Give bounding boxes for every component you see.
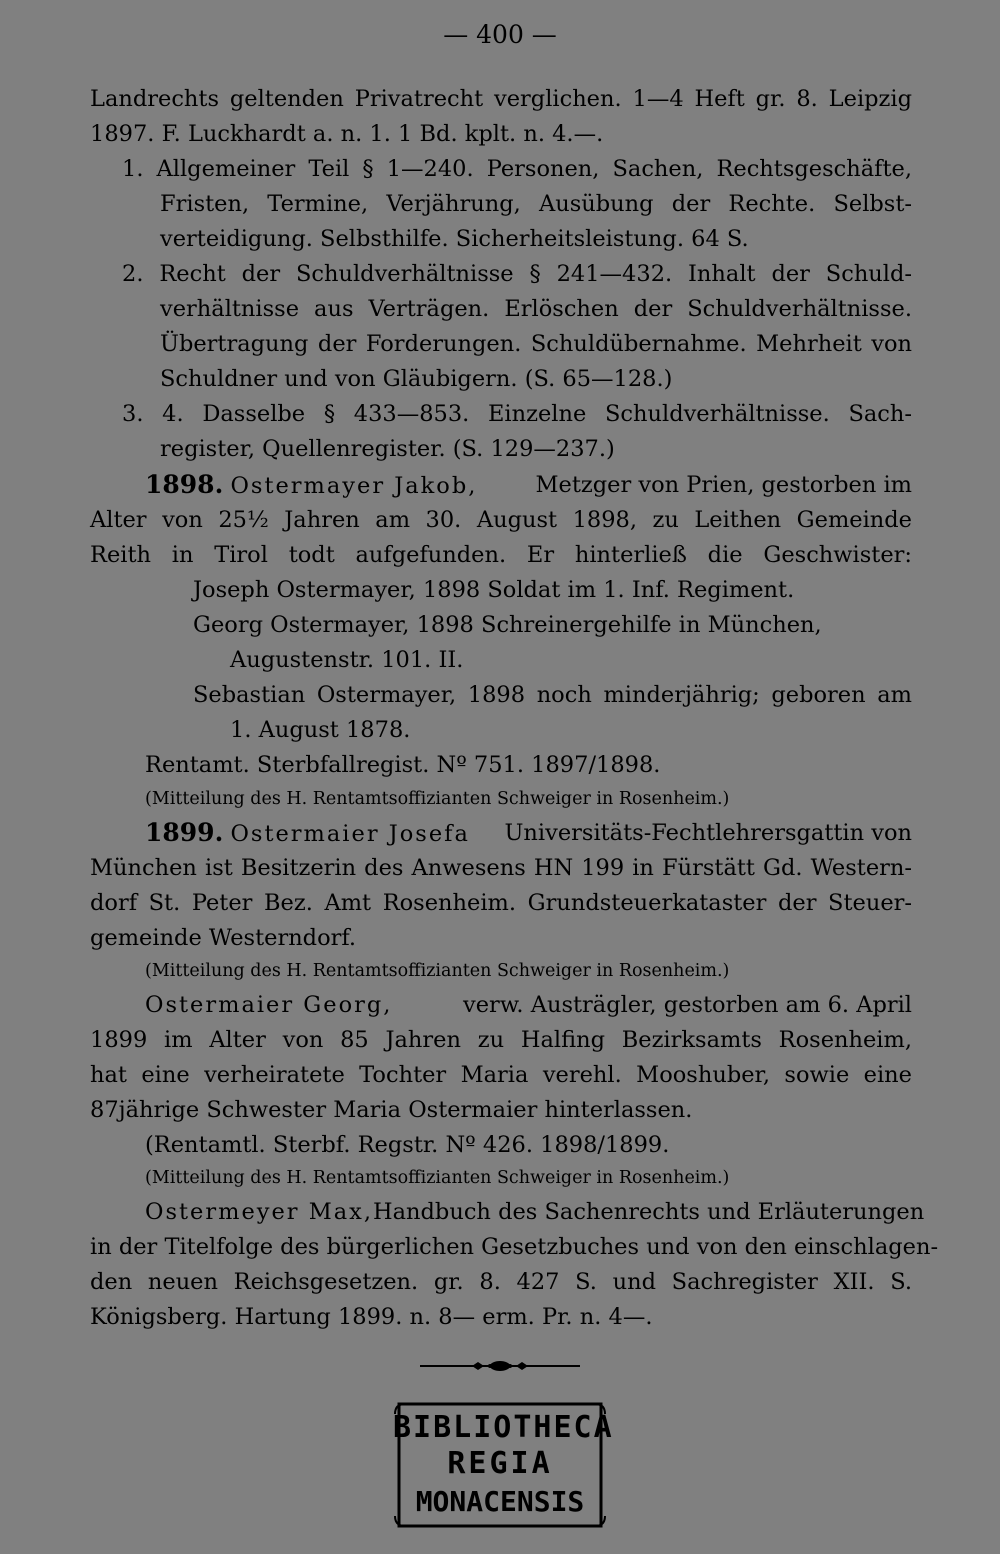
text-line: Reith in Tirol todt aufgefunden. Er hinterließ die Geschwister: [90, 542, 912, 568]
text-line: verteidigung. Selbsthilfe. Sicherheitsleistung. 64 S. [160, 226, 749, 252]
entry-text: verw. Austrägler, gestorben am 6. April [463, 992, 912, 1018]
entry-name: Ostermayer Jakob, [230, 473, 478, 499]
entry-max-first-line [145, 1197, 925, 1227]
ornament-divider-icon [420, 1360, 580, 1372]
text-line: 1897. F. Luckhardt a. n. 1. 1 Bd. kplt. n. 4.—. [90, 121, 604, 147]
text-line: verhältnisse aus Verträgen. Erlöschen der Schuldverhältnisse. [160, 296, 912, 322]
entry-name: Ostermeyer Max, [145, 1199, 373, 1225]
entry-year: 1899. [145, 818, 224, 847]
text-line: in der Titelfolge des bürgerlichen Gesetzbuches und von den einschlagen- [90, 1234, 939, 1260]
entry-georg-first-line [145, 990, 912, 1020]
text-line: (Rentamtl. Sterbf. Regstr. Nº 426. 1898/1899. [145, 1132, 670, 1158]
text-line: München ist Besitzerin des Anwesens HN 199 in Fürstätt Gd. Western- [90, 855, 912, 881]
text-line: 1899 im Alter von 85 Jahren zu Halfing Bezirksamts Rosenheim, [90, 1027, 912, 1053]
text-line: Alter von 25½ Jahren am 30. August 1898, zu Leithen Gemeinde [90, 507, 912, 533]
stamp-line: MONACENSIS [415, 1485, 585, 1518]
source-note: (Mitteilung des H. Rentamtsoffizianten Schweiger in Rosenheim.) [145, 789, 730, 809]
stamp-line: REGIA [447, 1446, 553, 1481]
text-line: Landrechts geltenden Privatrecht verglichen. 1—4 Heft gr. 8. Leipzig [90, 86, 912, 112]
text-line: 1. August 1878. [230, 717, 411, 743]
entry-text: Handbuch des Sachenrechts und Erläuterungen [373, 1199, 925, 1225]
text-line: 87jährige Schwester Maria Ostermaier hinterlassen. [90, 1097, 693, 1123]
text-line: hat eine verheiratete Tochter Maria verehl. Mooshuber, sowie eine [90, 1062, 912, 1088]
source-note: (Mitteilung des H. Rentamtsoffizianten Schweiger in Rosenheim.) [145, 961, 730, 981]
entry-name: Ostermaier Josefa [230, 821, 470, 847]
text-line: register, Quellenregister. (S. 129—237.) [160, 436, 615, 462]
text-line: Königsberg. Hartung 1899. n. 8— erm. Pr. n. 4—. [90, 1304, 653, 1330]
page-number: — 400 — [443, 20, 557, 49]
stamp-line: BIBLIOTHECA [393, 1410, 614, 1445]
text-line: Übertragung der Forderungen. Schuldübernahme. Mehrheit von [160, 331, 912, 357]
text-line: 2. Recht der Schuldverhältnisse § 241—432. Inhalt der Schuld- [122, 261, 912, 287]
library-stamp [393, 1400, 614, 1530]
text-line: Schuldner und von Gläubigern. (S. 65—128.) [160, 366, 673, 392]
text-line: gemeinde Westerndorf. [90, 925, 357, 951]
text-line: Fristen, Termine, Verjährung, Ausübung der Rechte. Selbst- [160, 191, 912, 217]
text-line: 3. 4. Dasselbe § 433—853. Einzelne Schuldverhältnisse. Sach- [122, 401, 912, 427]
entry-1899-first-line [145, 818, 912, 849]
text-line: 1. Allgemeiner Teil § 1—240. Personen, Sachen, Rechtsgeschäfte, [122, 156, 912, 182]
text-line: dorf St. Peter Bez. Amt Rosenheim. Grundsteuerkataster der Steuer- [90, 890, 912, 916]
entry-1898-first-line [145, 470, 912, 501]
entry-year: 1898. [145, 470, 224, 499]
text-line: Joseph Ostermayer, 1898 Soldat im 1. Inf. Regiment. [193, 577, 795, 603]
text-line: Rentamt. Sterbfallregist. Nº 751. 1897/1898. [145, 752, 661, 778]
text-line: Georg Ostermayer, 1898 Schreinergehilfe in München, [193, 612, 822, 638]
entry-name: Ostermaier Georg, [145, 992, 393, 1018]
text-line: Sebastian Ostermayer, 1898 noch minderjährig; geboren am [193, 682, 912, 708]
text-line: Augustenstr. 101. II. [230, 647, 464, 673]
entry-text: Universitäts-Fechtlehrersgattin von [504, 820, 912, 846]
text-line: den neuen Reichsgesetzen. gr. 8. 427 S. und Sachregister XII. S. [90, 1269, 912, 1295]
entry-text: Metzger von Prien, gestorben im [535, 472, 912, 498]
source-note: (Mitteilung des H. Rentamtsoffizianten Schweiger in Rosenheim.) [145, 1168, 730, 1188]
